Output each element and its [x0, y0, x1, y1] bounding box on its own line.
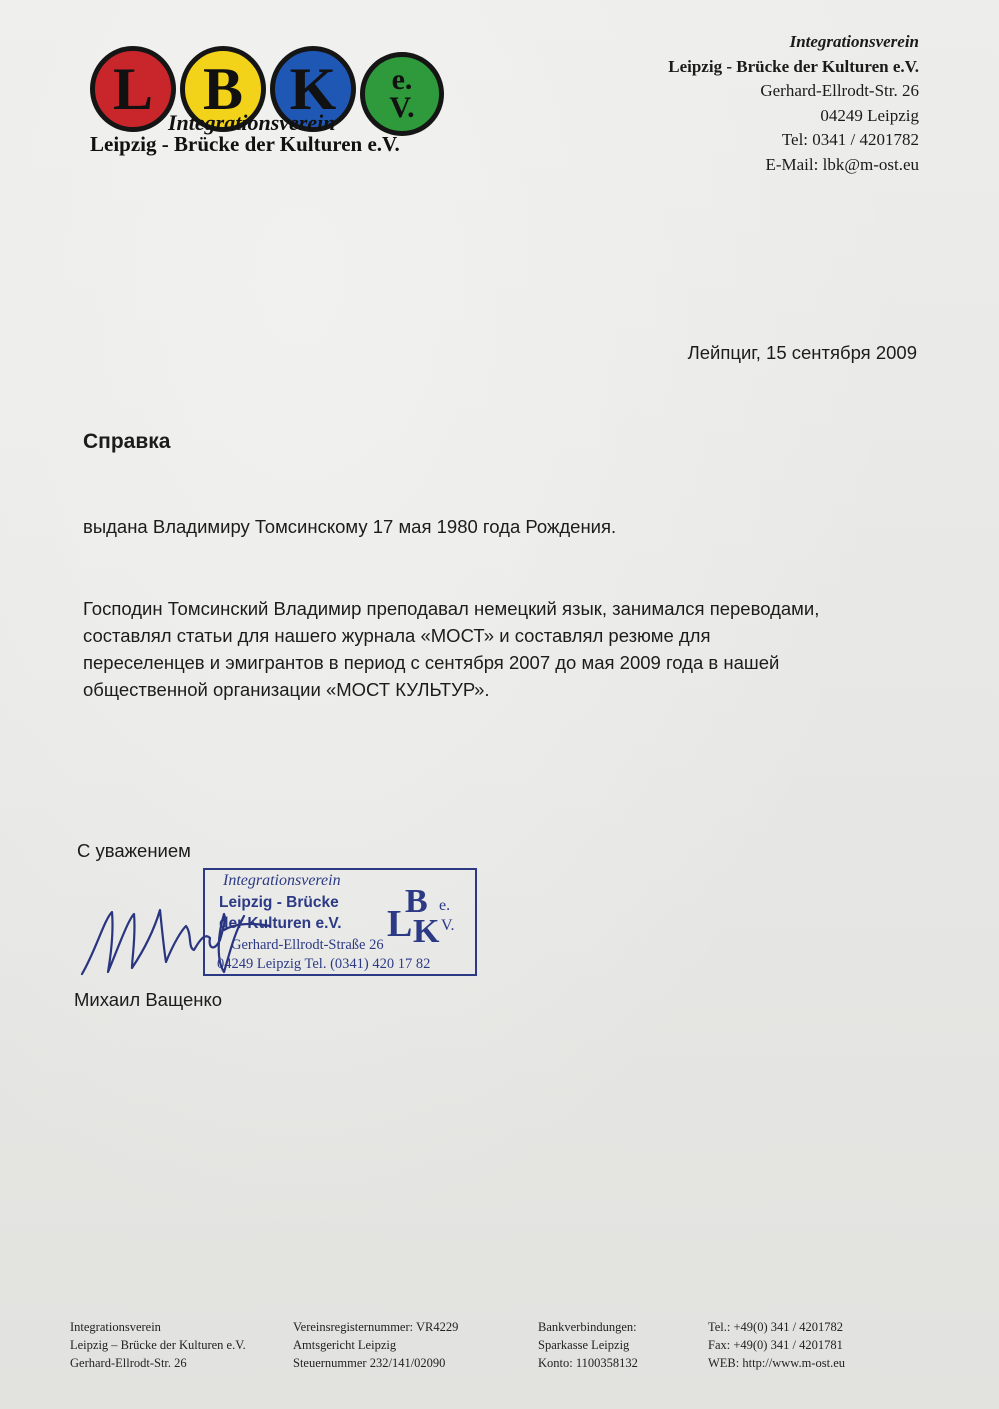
- footer-text: Tel.: +49(0) 341 / 4201782: [708, 1320, 843, 1334]
- body-line: Господин Томсинский Владимир преподавал немецкий язык, занимался переводами,: [83, 598, 820, 619]
- body-paragraph: [83, 595, 923, 703]
- document-date: Лейпциг, 15 сентября 2009: [687, 342, 917, 363]
- logo-circle-red: [90, 46, 176, 132]
- footer-text: Bankverbindungen:: [538, 1320, 637, 1334]
- logo-org-name: Leipzig - Brücke der Kulturen e.V.: [90, 132, 400, 156]
- letterhead-email: E-Mail: lbk@m-ost.eu: [765, 154, 919, 174]
- issued-to-line: выдана Владимиру Томсинскому 17 мая 1980 года Рождения.: [83, 516, 617, 537]
- stamp-line-3: der Kulturen e.V.: [219, 915, 342, 932]
- stamp-line-1: Integrationsverein: [223, 872, 341, 889]
- footer-text: Leipzig – Brücke der Kulturen e.V.: [70, 1338, 246, 1352]
- footer-text: Amtsgericht Leipzig: [293, 1338, 397, 1352]
- letterhead-city: 04249 Leipzig: [820, 105, 919, 125]
- logo-ev-bottom: V.: [389, 91, 415, 124]
- document-title: Справка: [83, 430, 171, 453]
- logo-letter-l: L: [112, 55, 154, 122]
- letterhead-street: Gerhard-Ellrodt-Str. 26: [760, 81, 919, 100]
- footer-text: Steuernummer 232/141/02090: [293, 1356, 446, 1370]
- svg-text:K: K: [413, 913, 440, 950]
- stamp-line-2: Leipzig - Brücke: [219, 894, 339, 911]
- body-line: общественной организации «МОСТ КУЛЬТУР».: [83, 679, 490, 700]
- signer-name: Михаил Ващенко: [74, 989, 223, 1010]
- lbk-logo: [88, 40, 458, 160]
- letterhead-address: [668, 30, 919, 177]
- stamp-logo-icon: [385, 878, 465, 950]
- closing-line: С уважением: [77, 840, 191, 861]
- logo-ev-top: e.: [391, 63, 413, 96]
- handwritten-signature: [74, 890, 274, 985]
- letterhead-org-type: Integrationsverein: [789, 32, 919, 51]
- logo-subtitle: Integrationsverein: [168, 110, 336, 135]
- svg-text:B: B: [405, 883, 428, 920]
- footer-col-registry: [293, 1318, 459, 1370]
- footer-text: Integrationsverein: [70, 1320, 161, 1334]
- letterhead-org-name: Leipzig - Brücke der Kulturen e.V.: [668, 56, 919, 76]
- letterhead-tel: Tel: 0341 / 4201782: [781, 130, 919, 149]
- footer-text: Fax: +49(0) 341 / 4201781: [708, 1338, 843, 1352]
- footer-text: Gerhard-Ellrodt-Str. 26: [70, 1356, 187, 1370]
- stamp-line-5: 04249 Leipzig Tel. (0341) 420 17 82: [217, 956, 431, 972]
- svg-text:V.: V.: [441, 917, 455, 934]
- footer-col-contact: [708, 1318, 846, 1370]
- stamp-line-4: Gerhard-Ellrodt-Straße 26: [231, 937, 384, 953]
- footer-col-bank: [538, 1318, 638, 1370]
- logo-letter-k: K: [289, 55, 337, 122]
- footer-text: Konto: 1100358132: [538, 1356, 638, 1370]
- svg-text:L: L: [387, 903, 413, 945]
- footer-col-address: [70, 1318, 246, 1370]
- footer-text: Vereinsregisternummer: VR4229: [293, 1320, 459, 1334]
- body-line: составлял статьи для нашего журнала «МОСТ» и составлял резюме для: [83, 625, 711, 646]
- logo-circle-green: [360, 52, 444, 136]
- footer-text: Sparkasse Leipzig: [538, 1338, 630, 1352]
- body-line: переселенцев и эмигрантов в период с сентября 2007 до мая 2009 года в нашей: [83, 652, 780, 673]
- logo-letter-b: B: [202, 55, 244, 122]
- svg-text:e.: e.: [439, 897, 451, 914]
- footer-text: WEB: http://www.m-ost.eu: [708, 1356, 846, 1370]
